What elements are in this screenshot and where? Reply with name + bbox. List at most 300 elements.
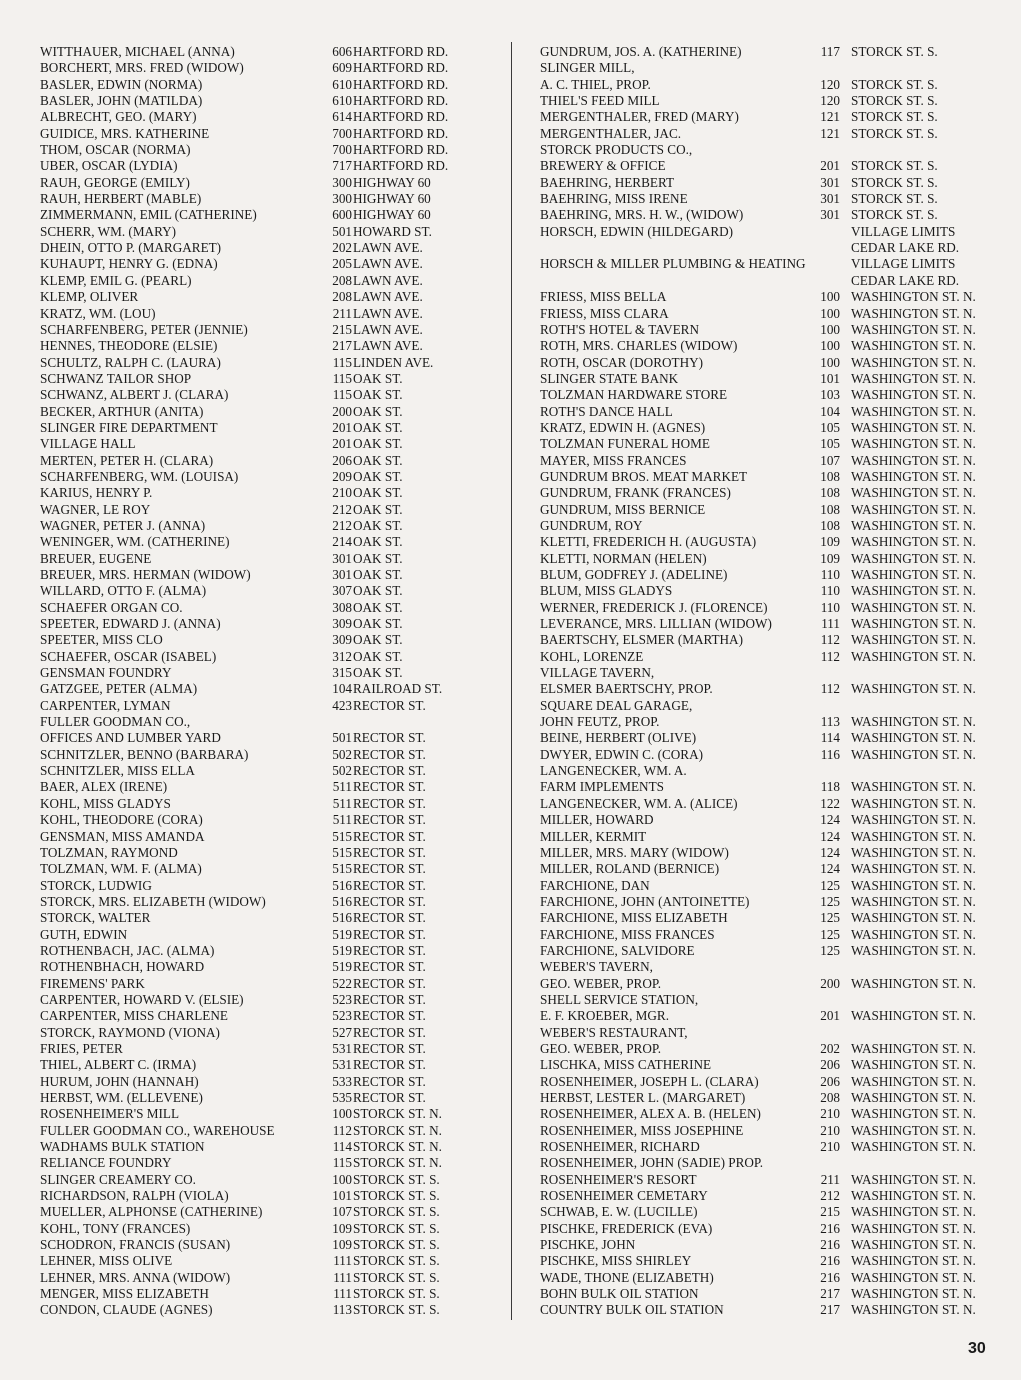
entry-name: MERGENTHALER, FRED (MARY) [540, 109, 739, 125]
street-name: WASHINGTON ST. N. [851, 681, 976, 697]
entry-name: SLINGER STATE BANK [540, 370, 679, 386]
directory-row [40, 256, 510, 272]
house-number: 502 [332, 746, 352, 762]
entry-name: HORSCH & MILLER PLUMBING & HEATING [540, 256, 806, 272]
house-number: 111 [333, 1253, 352, 1269]
street-name: OAK ST. [353, 517, 403, 533]
directory-row [40, 1188, 510, 1204]
directory-row [40, 632, 510, 648]
house-number: 208 [332, 289, 352, 305]
entry-name: KOHL, LORENZE [540, 648, 644, 664]
house-number: 501 [332, 730, 352, 746]
street-name: RECTOR ST. [353, 697, 426, 713]
directory-row [40, 77, 510, 93]
house-number: 210 [332, 485, 352, 501]
street-name: WASHINGTON ST. N. [851, 1008, 976, 1024]
directory-row [540, 371, 1010, 387]
entry-name: BECKER, ARTHUR (ANITA) [40, 403, 204, 419]
entry-name: WENINGER, WM. (CATHERINE) [40, 534, 230, 550]
entry-name: LEVERANCE, MRS. LILLIAN (WIDOW) [540, 616, 772, 632]
entry-name: RAUH, HERBERT (MABLE) [40, 191, 202, 207]
house-number: 502 [332, 763, 352, 779]
street-name: WASHINGTON ST. N. [851, 1171, 976, 1187]
street-name: WASHINGTON ST. N. [851, 632, 976, 648]
house-number: 519 [332, 942, 352, 958]
column-divider [511, 42, 512, 1320]
street-name: HARTFORD RD. [353, 109, 449, 125]
directory-row [540, 60, 1010, 76]
street-name: WASHINGTON ST. N. [851, 1220, 976, 1236]
directory-row [540, 649, 1010, 665]
entry-name: TOLZMAN, WM. F. (ALMA) [40, 861, 202, 877]
street-name: WASHINGTON ST. N. [851, 844, 976, 860]
directory-row [40, 600, 510, 616]
entry-name: ROTH'S DANCE HALL [540, 403, 673, 419]
house-number: 217 [820, 1286, 840, 1302]
directory-row [540, 485, 1010, 501]
directory-row [40, 371, 510, 387]
entry-name: SCHODRON, FRANCIS (SUSAN) [40, 1237, 231, 1253]
directory-row [40, 1286, 510, 1302]
house-number: 108 [820, 517, 840, 533]
entry-name: WILLARD, OTTO F. (ALMA) [40, 583, 207, 599]
directory-row [40, 1270, 510, 1286]
entry-name: RICHARDSON, RALPH (VIOLA) [40, 1188, 229, 1204]
directory-row [540, 387, 1010, 403]
directory-row [540, 1172, 1010, 1188]
street-name: STORCK ST. S. [353, 1204, 440, 1220]
entry-name: BOHN BULK OIL STATION [540, 1286, 699, 1302]
directory-row [40, 453, 510, 469]
street-name: WASHINGTON ST. N. [851, 403, 976, 419]
entry-name: FRIESS, MISS BELLA [540, 289, 667, 305]
entry-name: UBER, OSCAR (LYDIA) [40, 158, 178, 174]
street-name: WASHINGTON ST. N. [851, 926, 976, 942]
entry-name: TOLZMAN HARDWARE STORE [540, 387, 728, 403]
entry-name: PISCHKE, JOHN [540, 1237, 636, 1253]
street-name: OAK ST. [353, 648, 403, 664]
entry-name: A. C. THIEL, PROP. [540, 76, 651, 92]
directory-row [540, 665, 1010, 681]
directory-row [540, 240, 1010, 256]
directory-row [540, 1188, 1010, 1204]
directory-row [40, 747, 510, 763]
house-number: 201 [332, 436, 352, 452]
entry-name: BLUM, GODFREY J. (ADELINE) [540, 567, 728, 582]
directory-row [40, 1204, 510, 1220]
directory-row [40, 1090, 510, 1106]
entry-name: VILLAGE HALL [40, 436, 136, 452]
directory-row [40, 289, 510, 305]
directory-row [40, 779, 510, 795]
street-name: RECTOR ST. [353, 959, 426, 975]
house-number: 114 [820, 730, 840, 746]
house-number: 216 [820, 1253, 840, 1269]
street-name: WASHINGTON ST. N. [851, 517, 976, 533]
entry-name: KOHL, TONY (FRANCES) [40, 1220, 191, 1236]
street-name: WASHINGTON ST. N. [851, 1106, 976, 1122]
street-name: LINDEN AVE. [353, 354, 434, 370]
house-number: 301 [332, 550, 352, 566]
street-name: LAWN AVE. [353, 240, 423, 256]
street-name: RECTOR ST. [353, 877, 426, 893]
directory-row [40, 616, 510, 632]
street-name: STORCK ST. S. [353, 1286, 440, 1302]
directory-row [40, 992, 510, 1008]
directory-row [540, 1302, 1010, 1318]
entry-name: BORCHERT, MRS. FRED (WIDOW) [40, 60, 244, 76]
street-name: RECTOR ST. [353, 1090, 426, 1105]
street-name: RECTOR ST. [353, 730, 426, 746]
house-number: 511 [332, 812, 352, 828]
directory-row [540, 355, 1010, 371]
house-number: 201 [820, 158, 840, 174]
directory-row [40, 829, 510, 845]
entry-name: SCHWAB, E. W. (LUCILLE) [540, 1204, 698, 1220]
entry-name: ROSENHEIMER, RICHARD [540, 1139, 700, 1155]
house-number: 111 [333, 1269, 352, 1285]
directory-row [540, 992, 1010, 1008]
street-name: STORCK ST. N. [353, 1122, 442, 1138]
directory-row [540, 77, 1010, 93]
street-name: WASHINGTON ST. N. [851, 1188, 976, 1204]
house-number: 216 [820, 1220, 840, 1236]
street-name: STORCK ST. S. [851, 109, 938, 125]
house-number: 107 [332, 1204, 352, 1220]
street-name: STORCK ST. S. [851, 158, 938, 174]
directory-row [40, 1025, 510, 1041]
street-name: STORCK ST. S. [353, 1171, 440, 1187]
entry-name: THOM, OSCAR (NORMA) [40, 142, 191, 158]
street-name: LAWN AVE. [353, 338, 423, 354]
entry-name: ROSENHEIMER, MISS JOSEPHINE [540, 1122, 744, 1138]
street-name: RECTOR ST. [353, 1040, 426, 1056]
directory-row [540, 861, 1010, 877]
entry-name: WERNER, FREDERICK J. (FLORENCE) [540, 599, 768, 615]
directory-row [40, 44, 510, 60]
directory-row [40, 158, 510, 174]
street-name: OAK ST. [353, 485, 403, 501]
entry-name: GATZGEE, PETER (ALMA) [40, 681, 198, 697]
house-number: 125 [820, 877, 840, 893]
directory-row [540, 1139, 1010, 1155]
left-column [40, 44, 510, 1319]
directory-row [40, 878, 510, 894]
entry-name: SHELL SERVICE STATION, [540, 991, 699, 1007]
street-name: OAK ST. [353, 387, 403, 403]
entry-name: DWYER, EDWIN C. (CORA) [540, 746, 703, 762]
street-name: OAK ST. [353, 599, 403, 615]
entry-name: STORCK, RAYMOND (VIONA) [40, 1024, 220, 1040]
entry-name: SCHULTZ, RALPH C. (LAURA) [40, 354, 221, 370]
street-name: HARTFORD RD. [353, 125, 449, 141]
street-name: WASHINGTON ST. N. [851, 861, 976, 877]
directory-row [40, 338, 510, 354]
entry-name: LEHNER, MISS OLIVE [40, 1253, 173, 1269]
entry-name: MERTEN, PETER H. (CLARA) [40, 452, 214, 468]
house-number: 120 [820, 76, 840, 92]
entry-name: BASLER, EDWIN (NORMA) [40, 76, 203, 92]
directory-row [540, 600, 1010, 616]
directory-row [540, 567, 1010, 583]
entry-name: SCHWANZ TAILOR SHOP [40, 370, 192, 386]
house-number: 115 [332, 1155, 352, 1171]
street-name: VILLAGE LIMITS [851, 256, 956, 272]
directory-row [540, 1204, 1010, 1220]
directory-row [540, 910, 1010, 926]
directory-row [540, 1253, 1010, 1269]
directory-row [40, 1074, 510, 1090]
street-name: WASHINGTON ST. N. [851, 1122, 976, 1138]
entry-name: JOHN FEUTZ, PROP. [540, 714, 660, 730]
directory-row [40, 1008, 510, 1024]
street-name: OAK ST. [353, 616, 403, 632]
entry-name: GUNDRUM BROS. MEAT MARKET [540, 468, 748, 484]
house-number: 111 [333, 1286, 352, 1302]
street-name: VILLAGE LIMITS [851, 223, 956, 239]
page-number: 30 [968, 1340, 986, 1357]
directory-row [40, 518, 510, 534]
entry-name: WADHAMS BULK STATION [40, 1139, 205, 1155]
street-name: RECTOR ST. [353, 763, 426, 779]
house-number: 105 [820, 436, 840, 452]
house-number: 107 [820, 452, 840, 468]
entry-name: SCHARFENBERG, PETER (JENNIE) [40, 321, 248, 337]
street-name: RECTOR ST. [353, 991, 426, 1007]
house-number: 100 [820, 354, 840, 370]
street-name: RECTOR ST. [353, 975, 426, 991]
house-number: 113 [332, 1302, 352, 1318]
house-number: 515 [332, 828, 352, 844]
directory-row [40, 551, 510, 567]
directory-row [40, 1302, 510, 1318]
house-number: 217 [820, 1302, 840, 1318]
street-name: WASHINGTON ST. N. [851, 436, 976, 452]
street-name: HIGHWAY 60 [353, 207, 431, 223]
house-number: 104 [332, 681, 352, 697]
directory-row [540, 1221, 1010, 1237]
directory-row [540, 1237, 1010, 1253]
street-name: STORCK ST. S. [851, 93, 938, 109]
street-name: WASHINGTON ST. N. [851, 795, 976, 811]
directory-row [540, 616, 1010, 632]
entry-name: KLETTI, NORMAN (HELEN) [540, 550, 707, 566]
street-name: HOWARD ST. [353, 223, 432, 239]
street-name: STORCK ST. S. [353, 1237, 440, 1253]
directory-row [40, 894, 510, 910]
entry-name: KLEMP, EMIL G. (PEARL) [40, 272, 192, 288]
directory-row [40, 469, 510, 485]
house-number: 101 [820, 370, 840, 386]
directory-row [540, 453, 1010, 469]
entry-name: BAEHRING, MRS. H. W., (WIDOW) [540, 207, 744, 223]
directory-row [540, 1008, 1010, 1024]
directory-row [40, 191, 510, 207]
house-number: 104 [820, 403, 840, 419]
house-number: 610 [332, 93, 352, 109]
directory-row [540, 436, 1010, 452]
entry-name: LANGENECKER, WM. A. [540, 763, 687, 779]
street-name: OAK ST. [353, 501, 403, 517]
street-name: OAK ST. [353, 665, 403, 681]
house-number: 115 [332, 354, 352, 370]
entry-name: THIEL'S FEED MILL [540, 93, 660, 109]
entry-name: FULLER GOODMAN CO., WAREHOUSE [40, 1122, 275, 1138]
entry-name: SPEETER, EDWARD J. (ANNA) [40, 616, 221, 632]
house-number: 501 [332, 223, 352, 239]
directory-row [540, 763, 1010, 779]
house-number: 301 [332, 567, 352, 582]
house-number: 100 [820, 338, 840, 354]
entry-name: PISCHKE, MISS SHIRLEY [540, 1253, 692, 1269]
house-number: 423 [332, 697, 352, 713]
directory-row [40, 207, 510, 223]
directory-row [540, 551, 1010, 567]
street-name: WASHINGTON ST. N. [851, 1204, 976, 1220]
street-name: WASHINGTON ST. N. [851, 975, 976, 991]
entry-name: ROSENHEIMER'S RESORT [540, 1171, 697, 1187]
house-number: 105 [820, 419, 840, 435]
entry-name: SLINGER CREAMERY CO. [40, 1171, 196, 1187]
directory-row [540, 1074, 1010, 1090]
entry-name: DHEIN, OTTO P. (MARGARET) [40, 240, 222, 256]
directory-row [540, 943, 1010, 959]
house-number: 531 [332, 1040, 352, 1056]
entry-name: SCHAEFER ORGAN CO. [40, 599, 183, 615]
street-name: WASHINGTON ST. N. [851, 289, 976, 305]
street-name: LAWN AVE. [353, 305, 423, 321]
directory-row [40, 698, 510, 714]
street-name: OAK ST. [353, 370, 403, 386]
directory-row [540, 420, 1010, 436]
entry-name: GUIDICE, MRS. KATHERINE [40, 125, 210, 141]
directory-row [40, 730, 510, 746]
house-number: 206 [332, 452, 352, 468]
entry-name: CARPENTER, MISS CHARLENE [40, 1008, 228, 1024]
house-number: 111 [821, 616, 840, 632]
directory-row [540, 698, 1010, 714]
directory-row [40, 812, 510, 828]
entry-name: ALBRECHT, GEO. (MARY) [40, 109, 197, 125]
street-name: OAK ST. [353, 436, 403, 452]
entry-name: ZIMMERMANN, EMIL (CATHERINE) [40, 207, 257, 223]
house-number: 515 [332, 844, 352, 860]
entry-name: CARPENTER, HOWARD V. (ELSIE) [40, 991, 244, 1007]
directory-row [40, 763, 510, 779]
directory-row [540, 894, 1010, 910]
directory-row [40, 175, 510, 191]
house-number: 110 [820, 567, 840, 582]
directory-row [540, 976, 1010, 992]
entry-name: BREWERY & OFFICE [540, 158, 666, 174]
entry-name: HERBST, WM. (ELLEVENE) [40, 1090, 203, 1105]
directory-row [540, 404, 1010, 420]
entry-name: FARCHIONE, DAN [540, 877, 650, 893]
house-number: 210 [820, 1122, 840, 1138]
directory-row [40, 420, 510, 436]
entry-name: MERGENTHALER, JAC. [540, 125, 682, 141]
entry-name: LISCHKA, MISS CATHERINE [540, 1057, 712, 1073]
entry-name: FARCHIONE, SALVIDORE [540, 942, 695, 958]
house-number: 115 [332, 387, 352, 403]
entry-name: GUNDRUM, FRANK (FRANCES) [540, 485, 731, 501]
entry-name: ROTHENBHACH, HOWARD [40, 959, 205, 975]
house-number: 511 [332, 779, 352, 795]
house-number: 208 [820, 1090, 840, 1105]
street-name: OAK ST. [353, 403, 403, 419]
entry-name: ROTH, OSCAR (DOROTHY) [540, 354, 704, 370]
house-number: 112 [820, 681, 840, 697]
street-name: HIGHWAY 60 [353, 191, 431, 207]
house-number: 113 [820, 714, 840, 730]
directory-row [540, 191, 1010, 207]
directory-row [540, 796, 1010, 812]
street-name: WASHINGTON ST. N. [851, 616, 976, 632]
directory-row [40, 60, 510, 76]
street-name: CEDAR LAKE RD. [851, 272, 960, 288]
street-name: RECTOR ST. [353, 812, 426, 828]
house-number: 125 [820, 926, 840, 942]
street-name: WASHINGTON ST. N. [851, 485, 976, 501]
entry-name: ROTH, MRS. CHARLES (WIDOW) [540, 338, 738, 354]
street-name: WASHINGTON ST. N. [851, 893, 976, 909]
entry-name: ROSENHEIMER, JOSEPH L. (CLARA) [540, 1073, 759, 1089]
entry-name: GUNDRUM, ROY [540, 517, 643, 533]
entry-name: STORCK, WALTER [40, 910, 151, 926]
house-number: 300 [332, 191, 352, 207]
entry-name: LANGENECKER, WM. A. (ALICE) [540, 795, 738, 811]
house-number: 109 [332, 1237, 352, 1253]
entry-name: FIREMENS' PARK [40, 975, 145, 991]
directory-row [40, 436, 510, 452]
directory-row [40, 240, 510, 256]
house-number: 308 [332, 599, 352, 615]
house-number: 201 [332, 419, 352, 435]
street-name: WASHINGTON ST. N. [851, 1286, 976, 1302]
street-name: LAWN AVE. [353, 289, 423, 305]
directory-row [40, 649, 510, 665]
house-number: 116 [820, 746, 840, 762]
house-number: 700 [332, 142, 352, 158]
entry-name: BAER, ALEX (IRENE) [40, 779, 168, 795]
street-name: RECTOR ST. [353, 1073, 426, 1089]
street-name: RAILROAD ST. [353, 681, 443, 697]
street-name: OAK ST. [353, 632, 403, 648]
entry-name: FARCHIONE, MISS FRANCES [540, 926, 715, 942]
street-name: HARTFORD RD. [353, 158, 449, 174]
directory-row [40, 910, 510, 926]
street-name: WASHINGTON ST. N. [851, 387, 976, 403]
directory-row [540, 142, 1010, 158]
entry-name: LEHNER, MRS. ANNA (WIDOW) [40, 1269, 231, 1285]
street-name: WASHINGTON ST. N. [851, 354, 976, 370]
entry-name: MENGER, MISS ELIZABETH [40, 1286, 209, 1302]
street-name: WASHINGTON ST. N. [851, 534, 976, 550]
house-number: 217 [332, 338, 352, 354]
entry-name: KOHL, MISS GLADYS [40, 795, 171, 811]
house-number: 112 [332, 1122, 352, 1138]
directory-row [40, 1253, 510, 1269]
street-name: WASHINGTON ST. N. [851, 501, 976, 517]
street-name: STORCK ST. S. [851, 76, 938, 92]
house-number: 202 [820, 1040, 840, 1056]
house-number: 700 [332, 125, 352, 141]
entry-name: SCHNITZLER, MISS ELLA [40, 763, 195, 779]
entry-name: GUNDRUM, MISS BERNICE [540, 501, 706, 517]
directory-row [40, 93, 510, 109]
house-number: 209 [332, 468, 352, 484]
directory-row [540, 224, 1010, 240]
